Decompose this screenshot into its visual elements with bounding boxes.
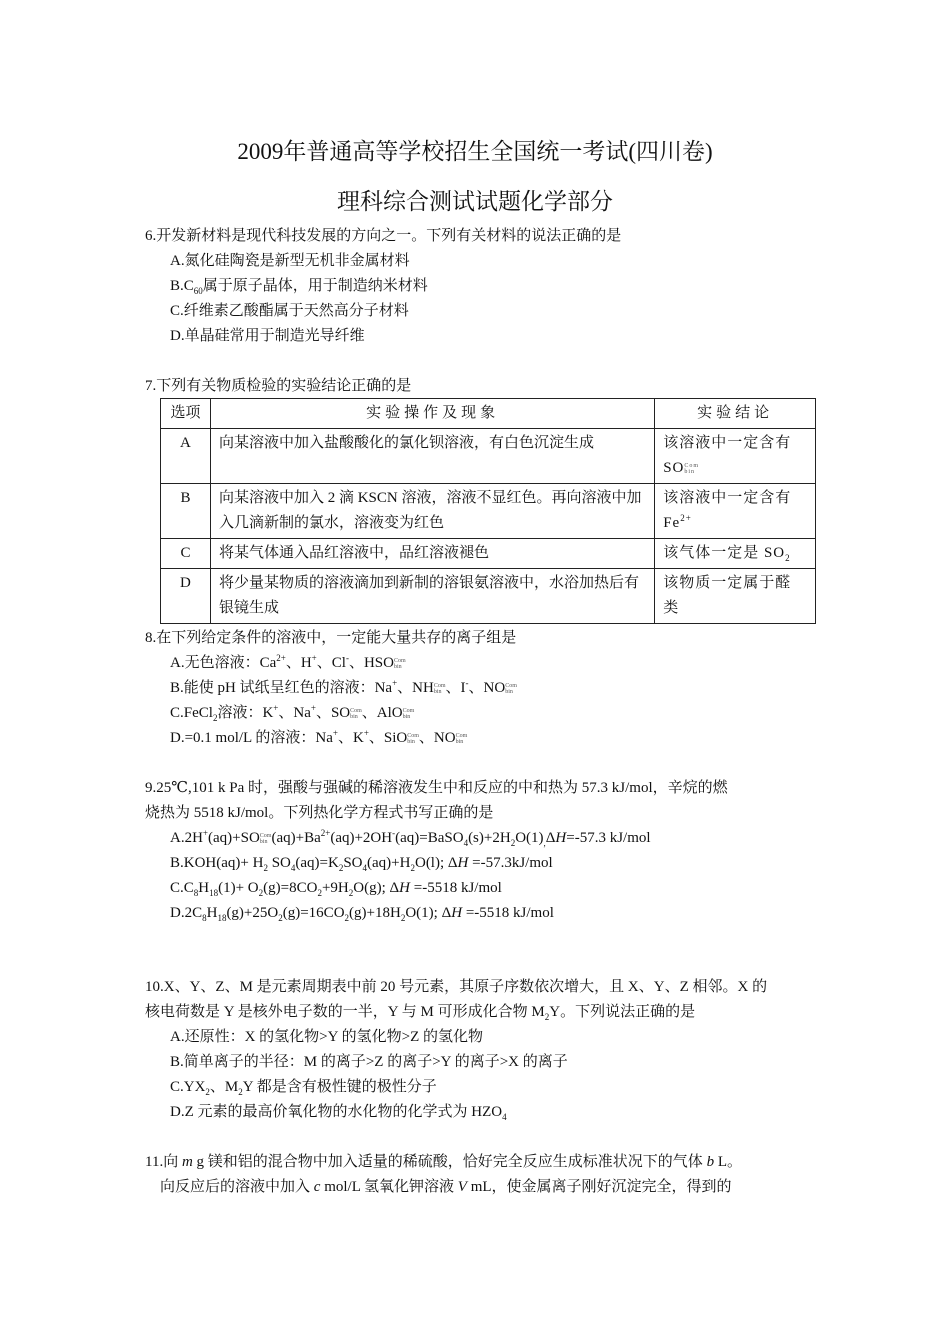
subscript: 2 xyxy=(212,713,218,723)
table-row xyxy=(161,539,816,569)
italic-symbol: H xyxy=(457,855,469,871)
subscript: 18 xyxy=(209,888,219,898)
supscript: - xyxy=(465,678,469,688)
charge-placeholder: Com bin xyxy=(455,732,468,745)
table-header-row xyxy=(161,399,816,429)
operation-cell: 将某气体通入品红溶液中，品红溶液褪色 xyxy=(210,539,654,569)
text-line: 11.向 m g 镁和铝的混合物中加入适量的稀硫酸，恰好完全反应生成标准状况下的气体 b L。 xyxy=(145,1154,742,1170)
italic-symbol: c xyxy=(313,1179,321,1195)
subscript: 4 xyxy=(463,838,469,848)
subscript: 18 xyxy=(217,913,227,923)
text-line: $D.2C_8H_{18}(g)+25O_2(g)=16CO_2(g)+18H_2O(1)$; ΔH =-5518 kJ/mol xyxy=(170,905,554,923)
text-line: $B.KOH(aq)+ H_2$ $SO_4(aq)=K_2SO_4(aq)+H_2O(l)$; ΔH =-57.3kJ/mol xyxy=(170,855,553,873)
conclusion-cell: 该物质一定属于醛类 xyxy=(655,569,816,624)
subscript: 4 xyxy=(502,1112,507,1122)
text-line: A.氮化硅陶瓷是新型无机非金属材料 xyxy=(170,253,410,269)
subscript: 2 xyxy=(238,1087,243,1097)
text-line: C.FeCl$_2$溶液：K+、Na+、SO Com bin 、AlO Com bin xyxy=(170,703,415,723)
text-line: B.简单离子的半径：M 的离子>Z 的离子>Y 的离子>X 的离子 xyxy=(170,1054,568,1070)
document-subtitle: 理科综合测试试题化学部分 xyxy=(337,189,613,214)
subscript: 2 xyxy=(258,888,264,898)
charge-placeholder: Com bin xyxy=(684,462,700,475)
italic-symbol: V xyxy=(457,1179,467,1195)
text-line: 7.下列有关物质检验的实验结论正确的是 xyxy=(145,378,412,394)
subscript: 2 xyxy=(338,863,344,873)
text-line: 核电荷数是 Y 是核外电子数的一半，Y 与 M 可形成化合物 $M_2Y$。下列说法正确的是 xyxy=(145,1004,696,1022)
charge-placeholder: Com bin xyxy=(505,682,517,695)
subscript: , xyxy=(543,838,546,848)
text-line: 8.在下列给定条件的溶液中，一定能大量共存的离子组是 xyxy=(145,630,517,646)
supscript: + xyxy=(332,728,338,738)
text-line: C.纤维素乙酸酯属于天然高分子材料 xyxy=(170,303,409,319)
option-cell: A xyxy=(161,429,211,484)
text-line: 6.开发新材料是现代科技发展的方向之一。下列有关材料的说法正确的是 xyxy=(145,228,622,244)
operation-cell: 将少量某物质的溶液滴加到新制的溶银氨溶液中，水浴加热后有银镜生成 xyxy=(210,569,654,624)
supscript: + xyxy=(273,703,279,713)
text-line: 10.X、Y、Z、M 是元素周期表中前 20 号元素，其原子序数依次增大，且 X、Y、Z 相邻。X 的 xyxy=(145,979,768,995)
subscript: 4 xyxy=(290,863,296,873)
italic-symbol: H xyxy=(555,830,567,846)
supscript: + xyxy=(310,703,316,713)
supscript: + xyxy=(363,728,369,738)
option-cell: D xyxy=(161,569,211,624)
conclusion-cell: 该溶液中一定含有 $Fe^{2+}$ xyxy=(655,484,816,539)
option-cell: C xyxy=(161,539,211,569)
subscript: 2 xyxy=(317,888,322,898)
subscript: 2 xyxy=(348,888,354,898)
supscript: 2+ xyxy=(276,653,286,663)
charge-placeholder: Com bin xyxy=(402,707,415,720)
subscript: 8 xyxy=(202,913,207,923)
text-line: $C.C_8H_{18}(1)+ O_2(g)=8CO_2+9H_2O(g)$; ΔH =-5518 kJ/mol xyxy=(170,880,502,898)
subscript: 2 xyxy=(410,863,415,873)
charge-placeholder: Com bin xyxy=(259,832,272,845)
experiment-table xyxy=(160,398,816,624)
supscript: - xyxy=(345,653,349,663)
subscript: 60 xyxy=(193,286,203,296)
text-line: A.还原性：X 的氢化物>Y 的氢化物>Z 的氢化物 xyxy=(170,1029,484,1045)
charge-placeholder: Com bin xyxy=(407,732,419,745)
subscript: 2 xyxy=(400,913,406,923)
operation-cell: 向某溶液中加入盐酸酸化的氯化钡溶液，有白色沉淀生成 xyxy=(210,429,654,484)
text-line: $B.C_{60}$属于原子晶体，用于制造纳米材料 xyxy=(170,278,428,296)
text-line: 9.25℃,101 k Pa 时，强酸与强碱的稀溶液发生中和反应的中和热为 57.3 kJ/mol，辛烷的燃 xyxy=(145,780,728,796)
supscript: + xyxy=(311,653,317,663)
subscript: 4 xyxy=(362,863,368,873)
conclusion-cell: 该溶液中一定含有 SO Com bin xyxy=(655,429,816,484)
subscript: 2 xyxy=(510,838,516,848)
text-line: D.=0.1 mol/L 的溶液：Na+、K+、SiO Com bin 、NO Com bin xyxy=(170,728,468,746)
subscript: 2 xyxy=(544,1012,550,1022)
italic-symbol: b xyxy=(706,1154,715,1170)
subscript: 2 xyxy=(263,863,268,873)
italic-symbol: H xyxy=(451,905,463,921)
text-line: A.无色溶液：$Ca^{2+}$、H+、Cl-、HSO Com bin xyxy=(170,653,406,671)
supscript: 2+ xyxy=(680,513,692,523)
table-row xyxy=(161,429,816,484)
document-title: 2009年普通高等学校招生全国统一考试(四川卷) xyxy=(237,139,713,164)
text-line: $C.YX_2$、$M_2Y$ 都是含有极性键的极性分子 xyxy=(170,1079,437,1097)
subscript: 2 xyxy=(785,553,791,563)
text-line: D.Z 元素的最高价氧化物的水化物的化学式为 $HZO_4$ xyxy=(170,1104,507,1122)
text-line: 烧热为 5518 kJ/mol。下列热化学方程式书写正确的是 xyxy=(145,805,494,821)
table-row xyxy=(161,569,816,624)
header-operation: 实验操作及现象 xyxy=(210,399,654,429)
text-line: D.单晶硅常用于制造光导纤维 xyxy=(170,328,365,344)
charge-placeholder: Com bin xyxy=(350,707,362,720)
charge-placeholder: Com bin xyxy=(433,682,446,695)
text-line: B.能使 pH 试纸呈红色的溶液：Na+、NH Com bin 、I-、NO Com bin xyxy=(170,678,517,696)
charge-placeholder: Com bin xyxy=(393,657,406,670)
subscript: 2 xyxy=(278,913,283,923)
italic-symbol: m xyxy=(181,1154,193,1170)
supscript: + xyxy=(392,678,398,688)
operation-cell: 向某溶液中加入 2 滴 KSCN 溶液，溶液不显红色。再向溶液中加入几滴新制的氯水，溶液变为红色 xyxy=(210,484,654,539)
subscript: 2 xyxy=(344,913,350,923)
header-conclusion: 实验结论 xyxy=(655,399,816,429)
text-line: A.2H+(aq)+SO Com bin $(aq)+Ba^{2+}(aq)+2OH^-(aq)=BaSO_4(s)+2H_2O(1)_,\Delta H=-57.3$ kJ/mol xyxy=(170,828,651,848)
table-row xyxy=(161,484,816,539)
supscript: + xyxy=(202,828,208,838)
subscript: 8 xyxy=(193,888,199,898)
italic-symbol: H xyxy=(399,880,410,896)
text-line: 向反应后的溶液中加入 c mol/L 氢氧化钾溶液 V mL，使金属离子刚好沉淀完全，得到的 xyxy=(160,1179,732,1195)
supscript: - xyxy=(392,828,396,838)
option-cell: B xyxy=(161,484,211,539)
subscript: 2 xyxy=(205,1087,210,1097)
supscript: 2+ xyxy=(320,828,331,838)
conclusion-cell: 该气体一定是 $SO_2$ xyxy=(655,539,816,569)
header-option: 选项 xyxy=(161,399,211,429)
